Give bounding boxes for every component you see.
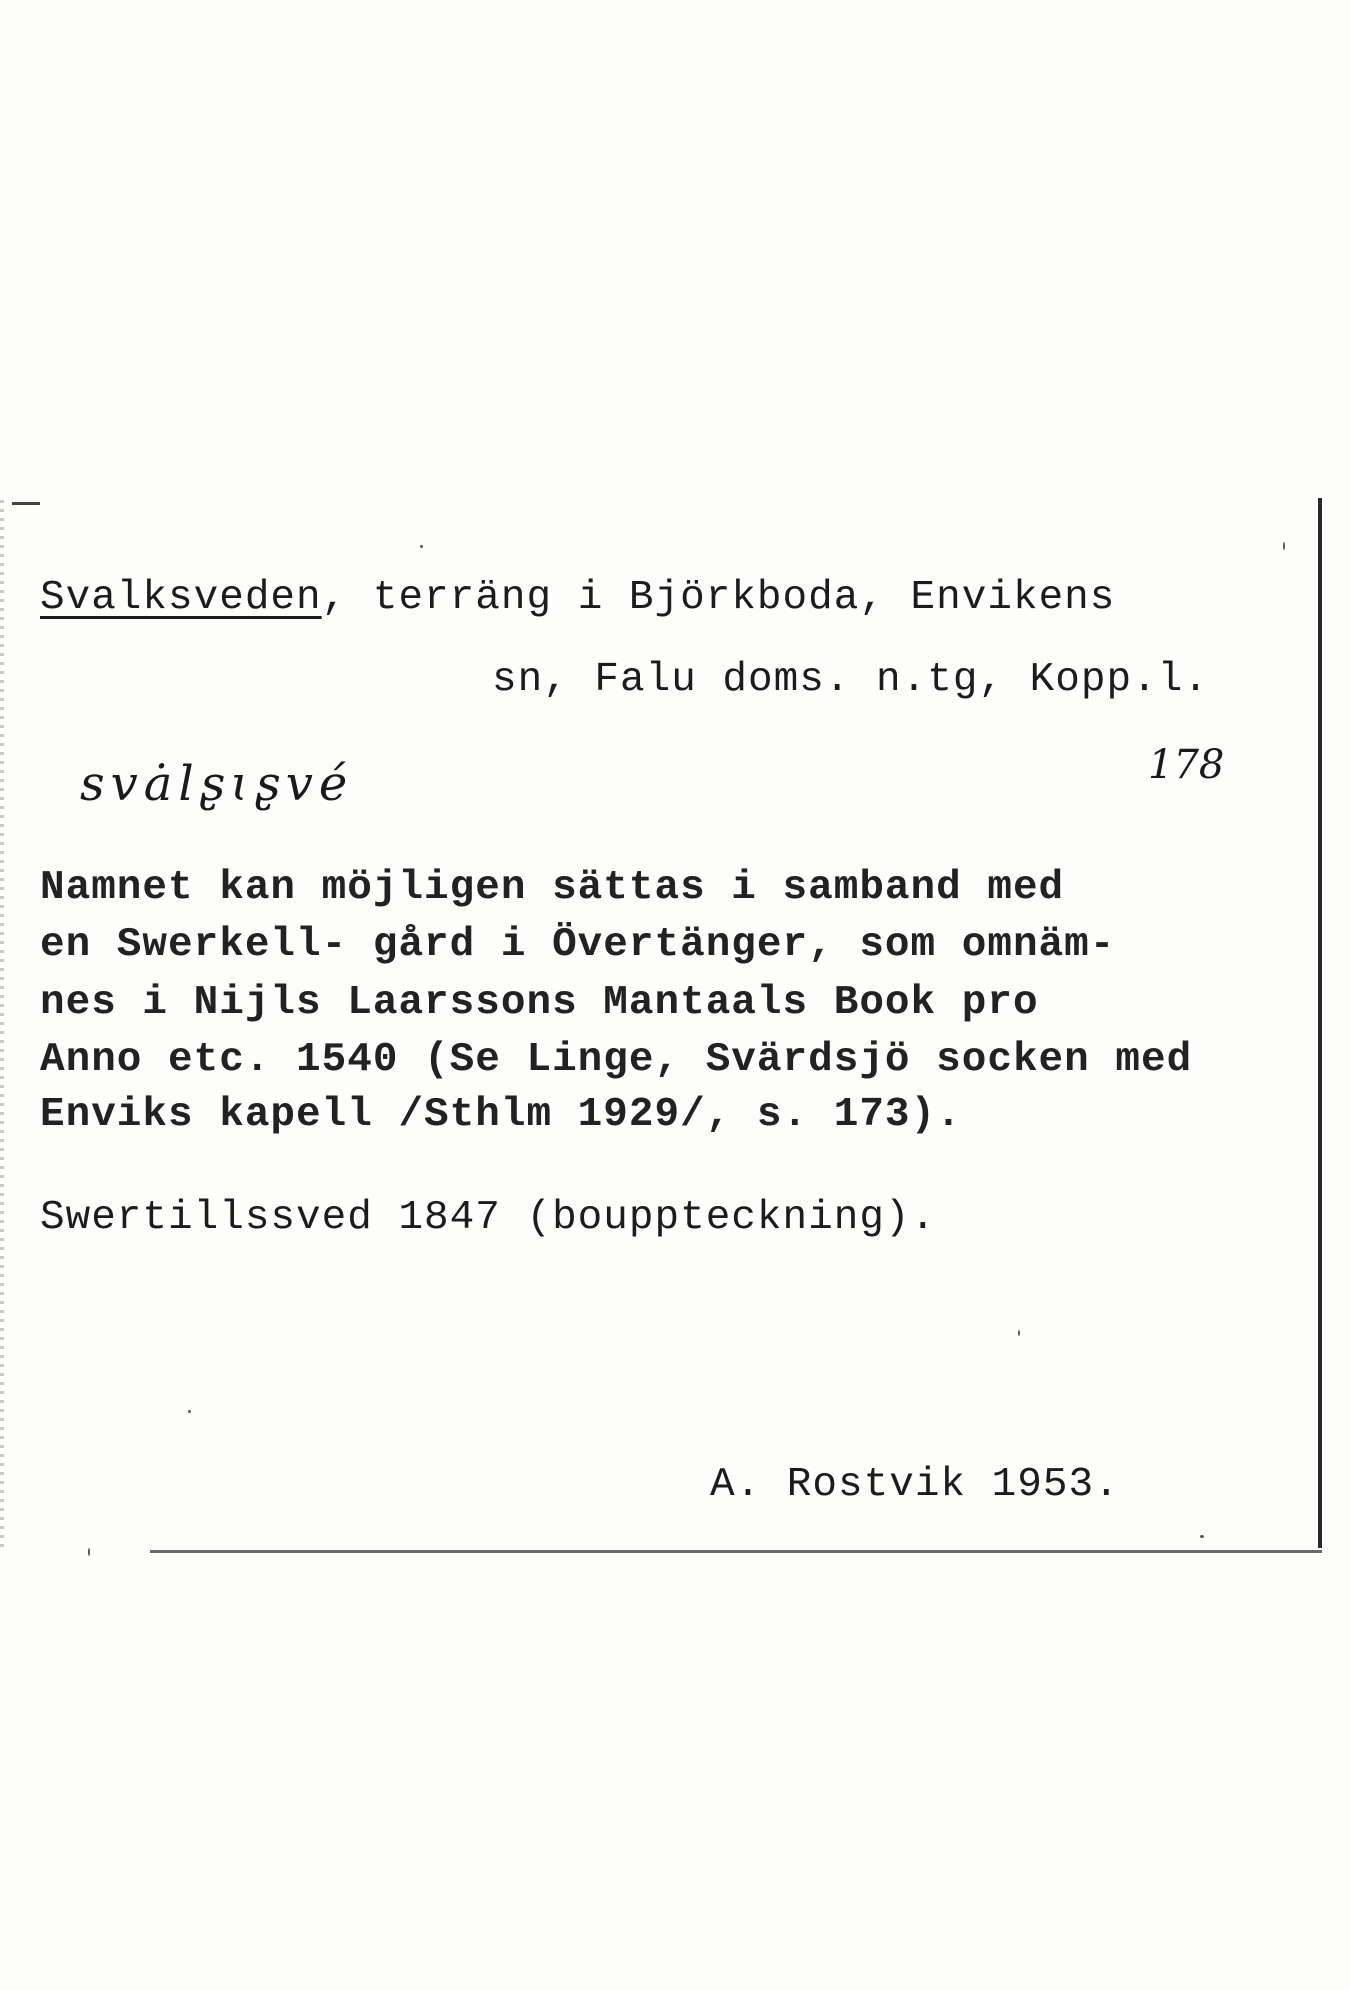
- historical-form-note: Swertillssved 1847 (bouppteckning).: [40, 1195, 937, 1241]
- body-line-1: Namnet kan möjligen sättas i samband med: [40, 865, 1065, 911]
- card-corner-mark: [12, 502, 40, 505]
- author-signature: A. Rostvik 1953.: [710, 1462, 1120, 1508]
- card-heading-line: [40, 575, 1116, 621]
- body-line-2: en Swerkell- gård i Övertänger, som omnäm-: [40, 922, 1116, 968]
- phonetic-transcription: svȧlʂɩʂvé: [80, 756, 354, 812]
- card-right-edge: [1318, 498, 1322, 1548]
- page-number: 178: [1148, 742, 1225, 788]
- card-bottom-edge: [150, 1550, 1322, 1553]
- scan-speck: [1283, 542, 1285, 550]
- body-line-3: nes i Nijls Laarssons Mantaals Book pro: [40, 980, 1039, 1026]
- body-line-4: Anno etc. 1540 (Se Linge, Svärdsjö socken med: [40, 1037, 1193, 1083]
- body-line-5: Enviks kapell /Sthlm 1929/, s. 173).: [40, 1092, 962, 1138]
- heading-continuation: sn, Falu doms. n.tg, Kopp.l.: [492, 657, 1209, 703]
- headword: Svalksveden: [40, 575, 322, 621]
- scan-speck: [188, 1410, 191, 1413]
- heading-description: , terräng i Björkboda, Envikens: [321, 575, 1116, 621]
- scan-speck: [1018, 1330, 1020, 1336]
- scan-speck: [420, 545, 423, 548]
- scan-speck: [88, 1548, 90, 1556]
- card-left-edge: [0, 500, 4, 1550]
- scan-speck: [1200, 1535, 1204, 1538]
